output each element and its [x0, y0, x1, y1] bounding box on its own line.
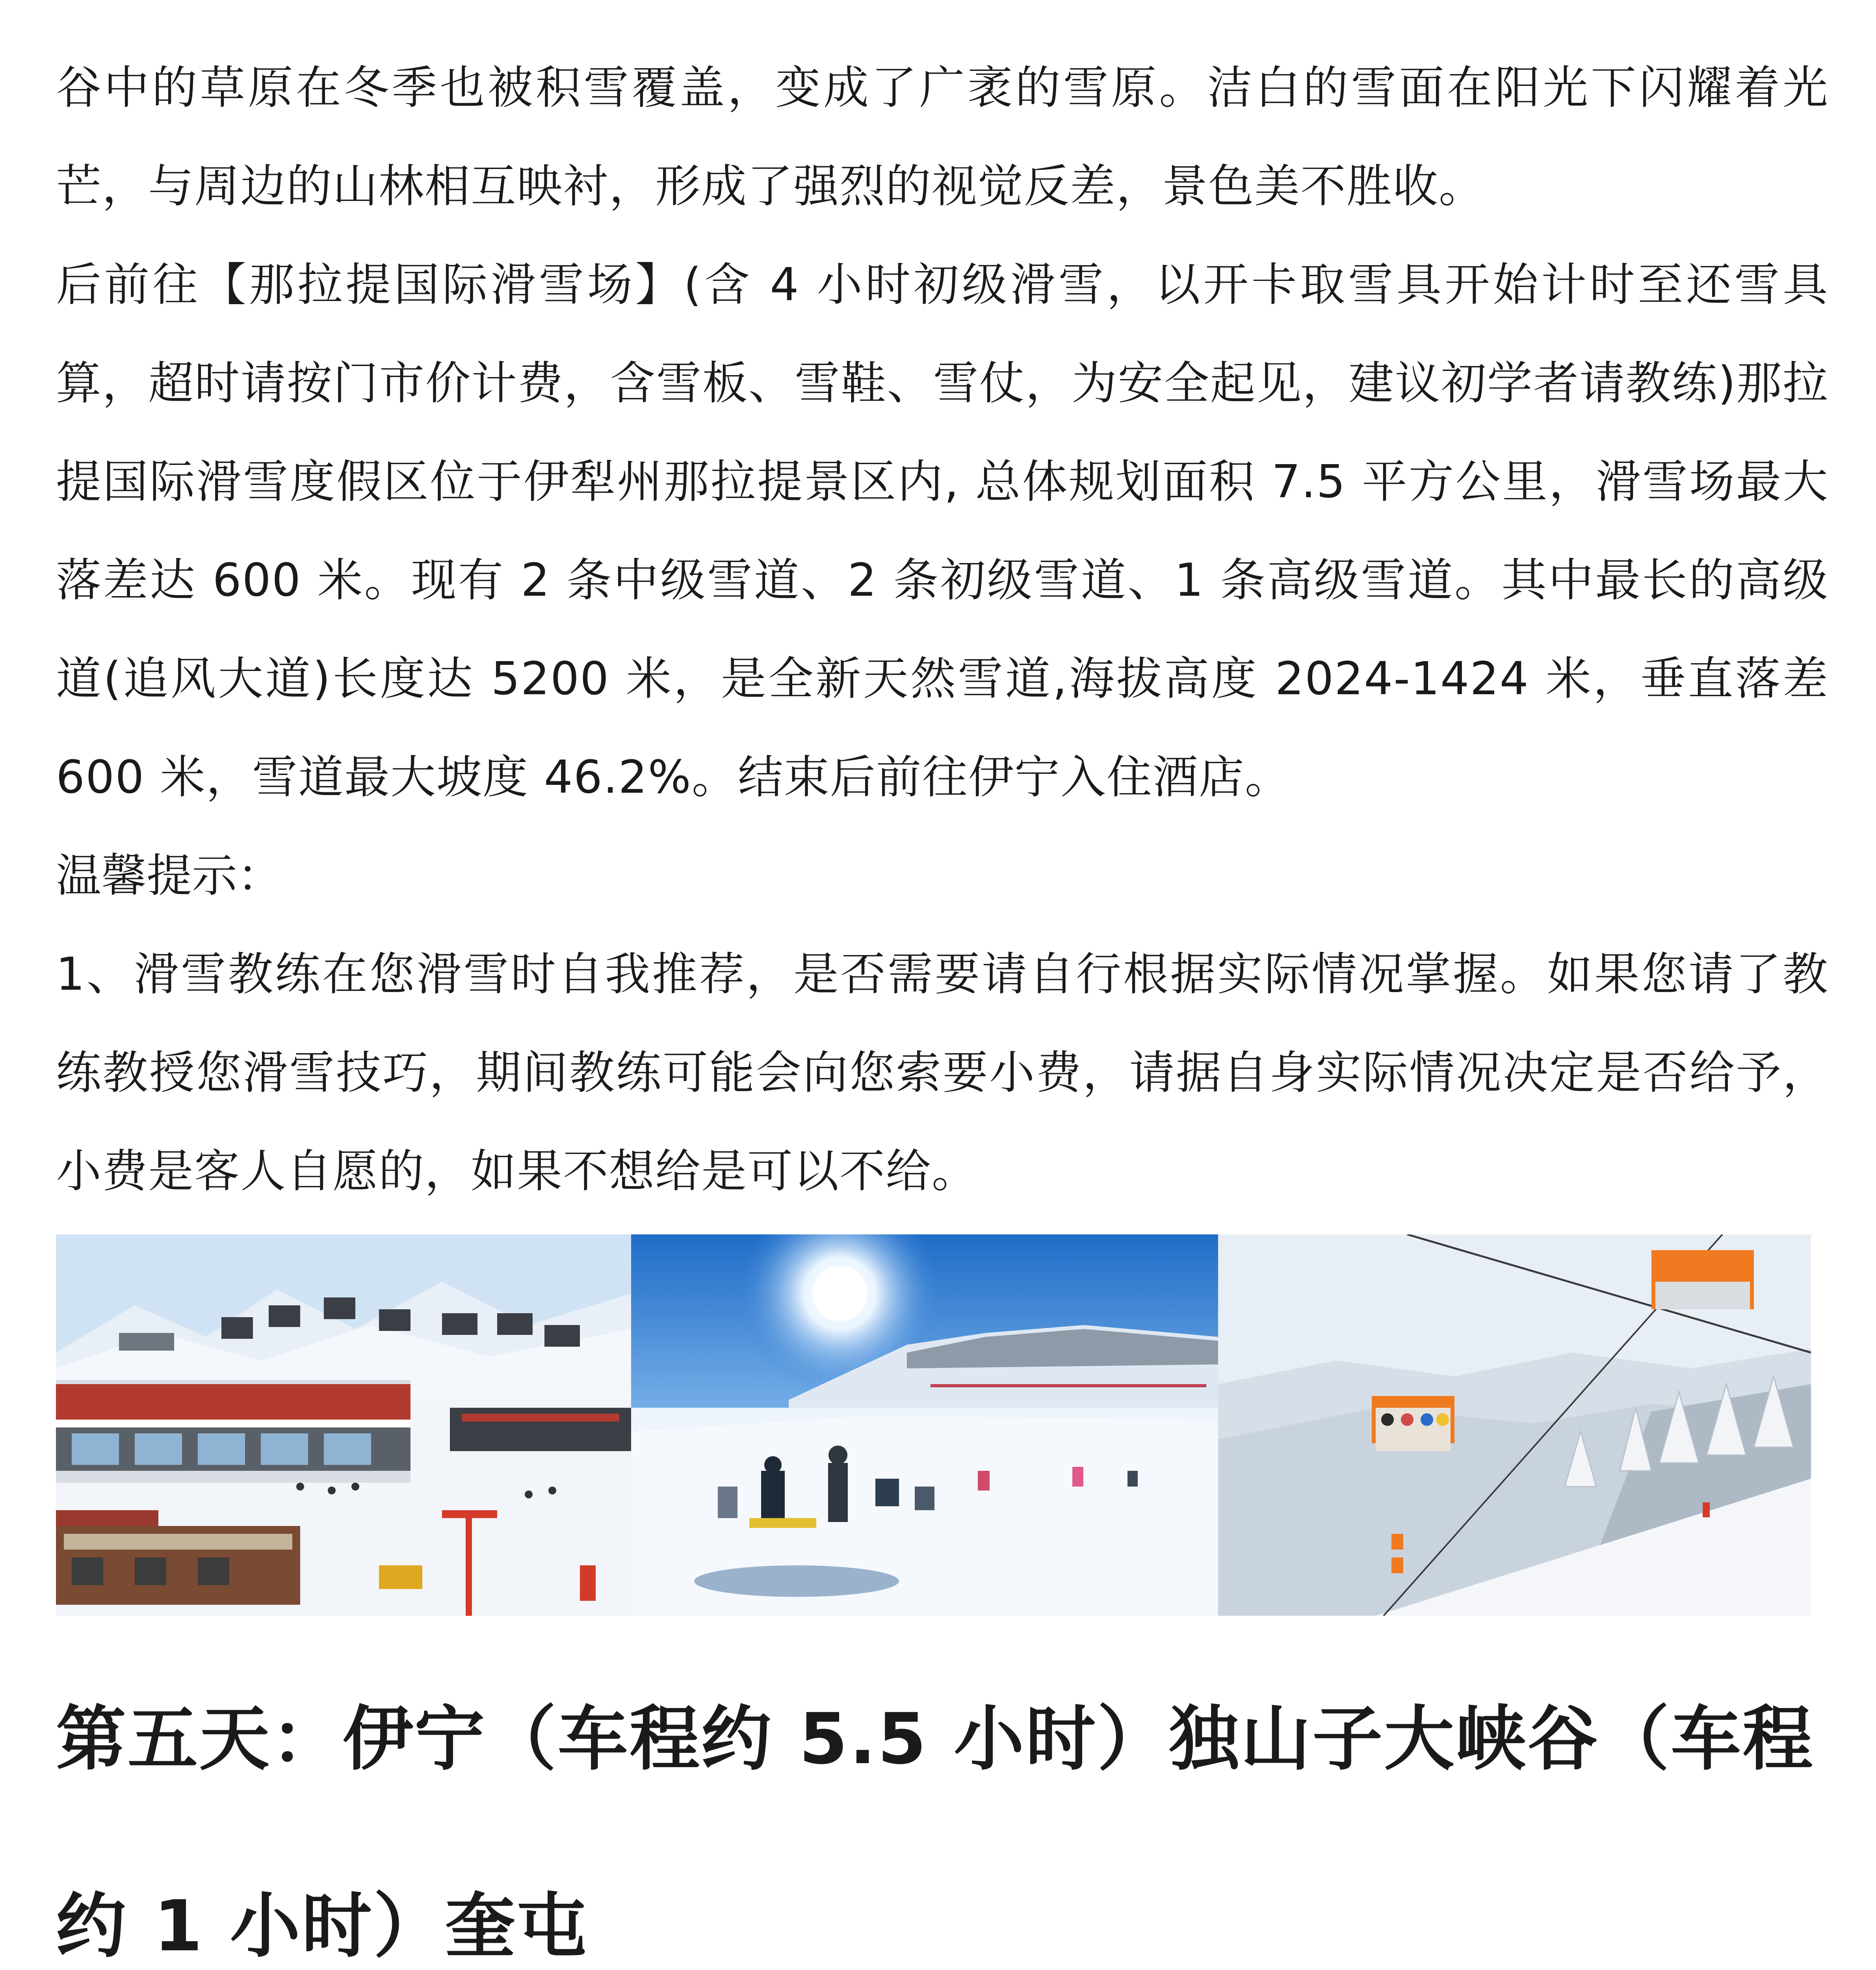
tip-item-1: 1、滑雪教练在您滑雪时自我推荐，是否需要请自行根据实际情况掌握。如果您请了教练教授您滑雪技巧，期间教练可能会向您索要小费，请据自身实际情况决定是否给予，小费是客人自愿的，如果不想给是可以不给。 — [56, 948, 1829, 1198]
page-content — [56, 39, 1829, 1970]
ski-slope-sunshine-photo — [631, 1234, 1218, 1616]
ski-chairlift-photo — [1218, 1234, 1811, 1616]
ski-resort-lodge-photo — [56, 1234, 631, 1616]
day5-title: 第五天：伊宁（车程约 5.5 小时）独山子大峡谷（车程约 1 小时）奎屯 — [56, 1698, 1815, 1967]
photo-gallery — [56, 1234, 1811, 1616]
tips-title: 温馨提示： — [56, 849, 283, 902]
intro-paragraph: 谷中的草原在冬季也被积雪覆盖，变成了广袤的雪原。洁白的雪面在阳光下闪耀着光芒，与周边的山林相互映衬，形成了强烈的视觉反差，景色美不胜收。 — [56, 61, 1829, 213]
ski-resort-paragraph: 后前往【那拉提国际滑雪场】(含 4 小时初级滑雪，以开卡取雪具开始计时至还雪具算，超时请按门市价计费，含雪板、雪鞋、雪仗，为安全起见，建议初学者请教练)那拉提国际滑雪度假区位于伊犁州那拉提景区内, 总体规划面积 7.5 平方公里，滑雪场最大落差达 600 米。现有 2 条中级雪道、2 条初级雪道、1 条高级雪道。其中最长的高级道(追风大道)长度达 5200 米，是全新天然雪道,海拔高度 2024-1424 米，垂直落差 600 米，雪道最大坡度 46.2%。结束后前往伊宁入住酒店。 — [56, 258, 1829, 804]
